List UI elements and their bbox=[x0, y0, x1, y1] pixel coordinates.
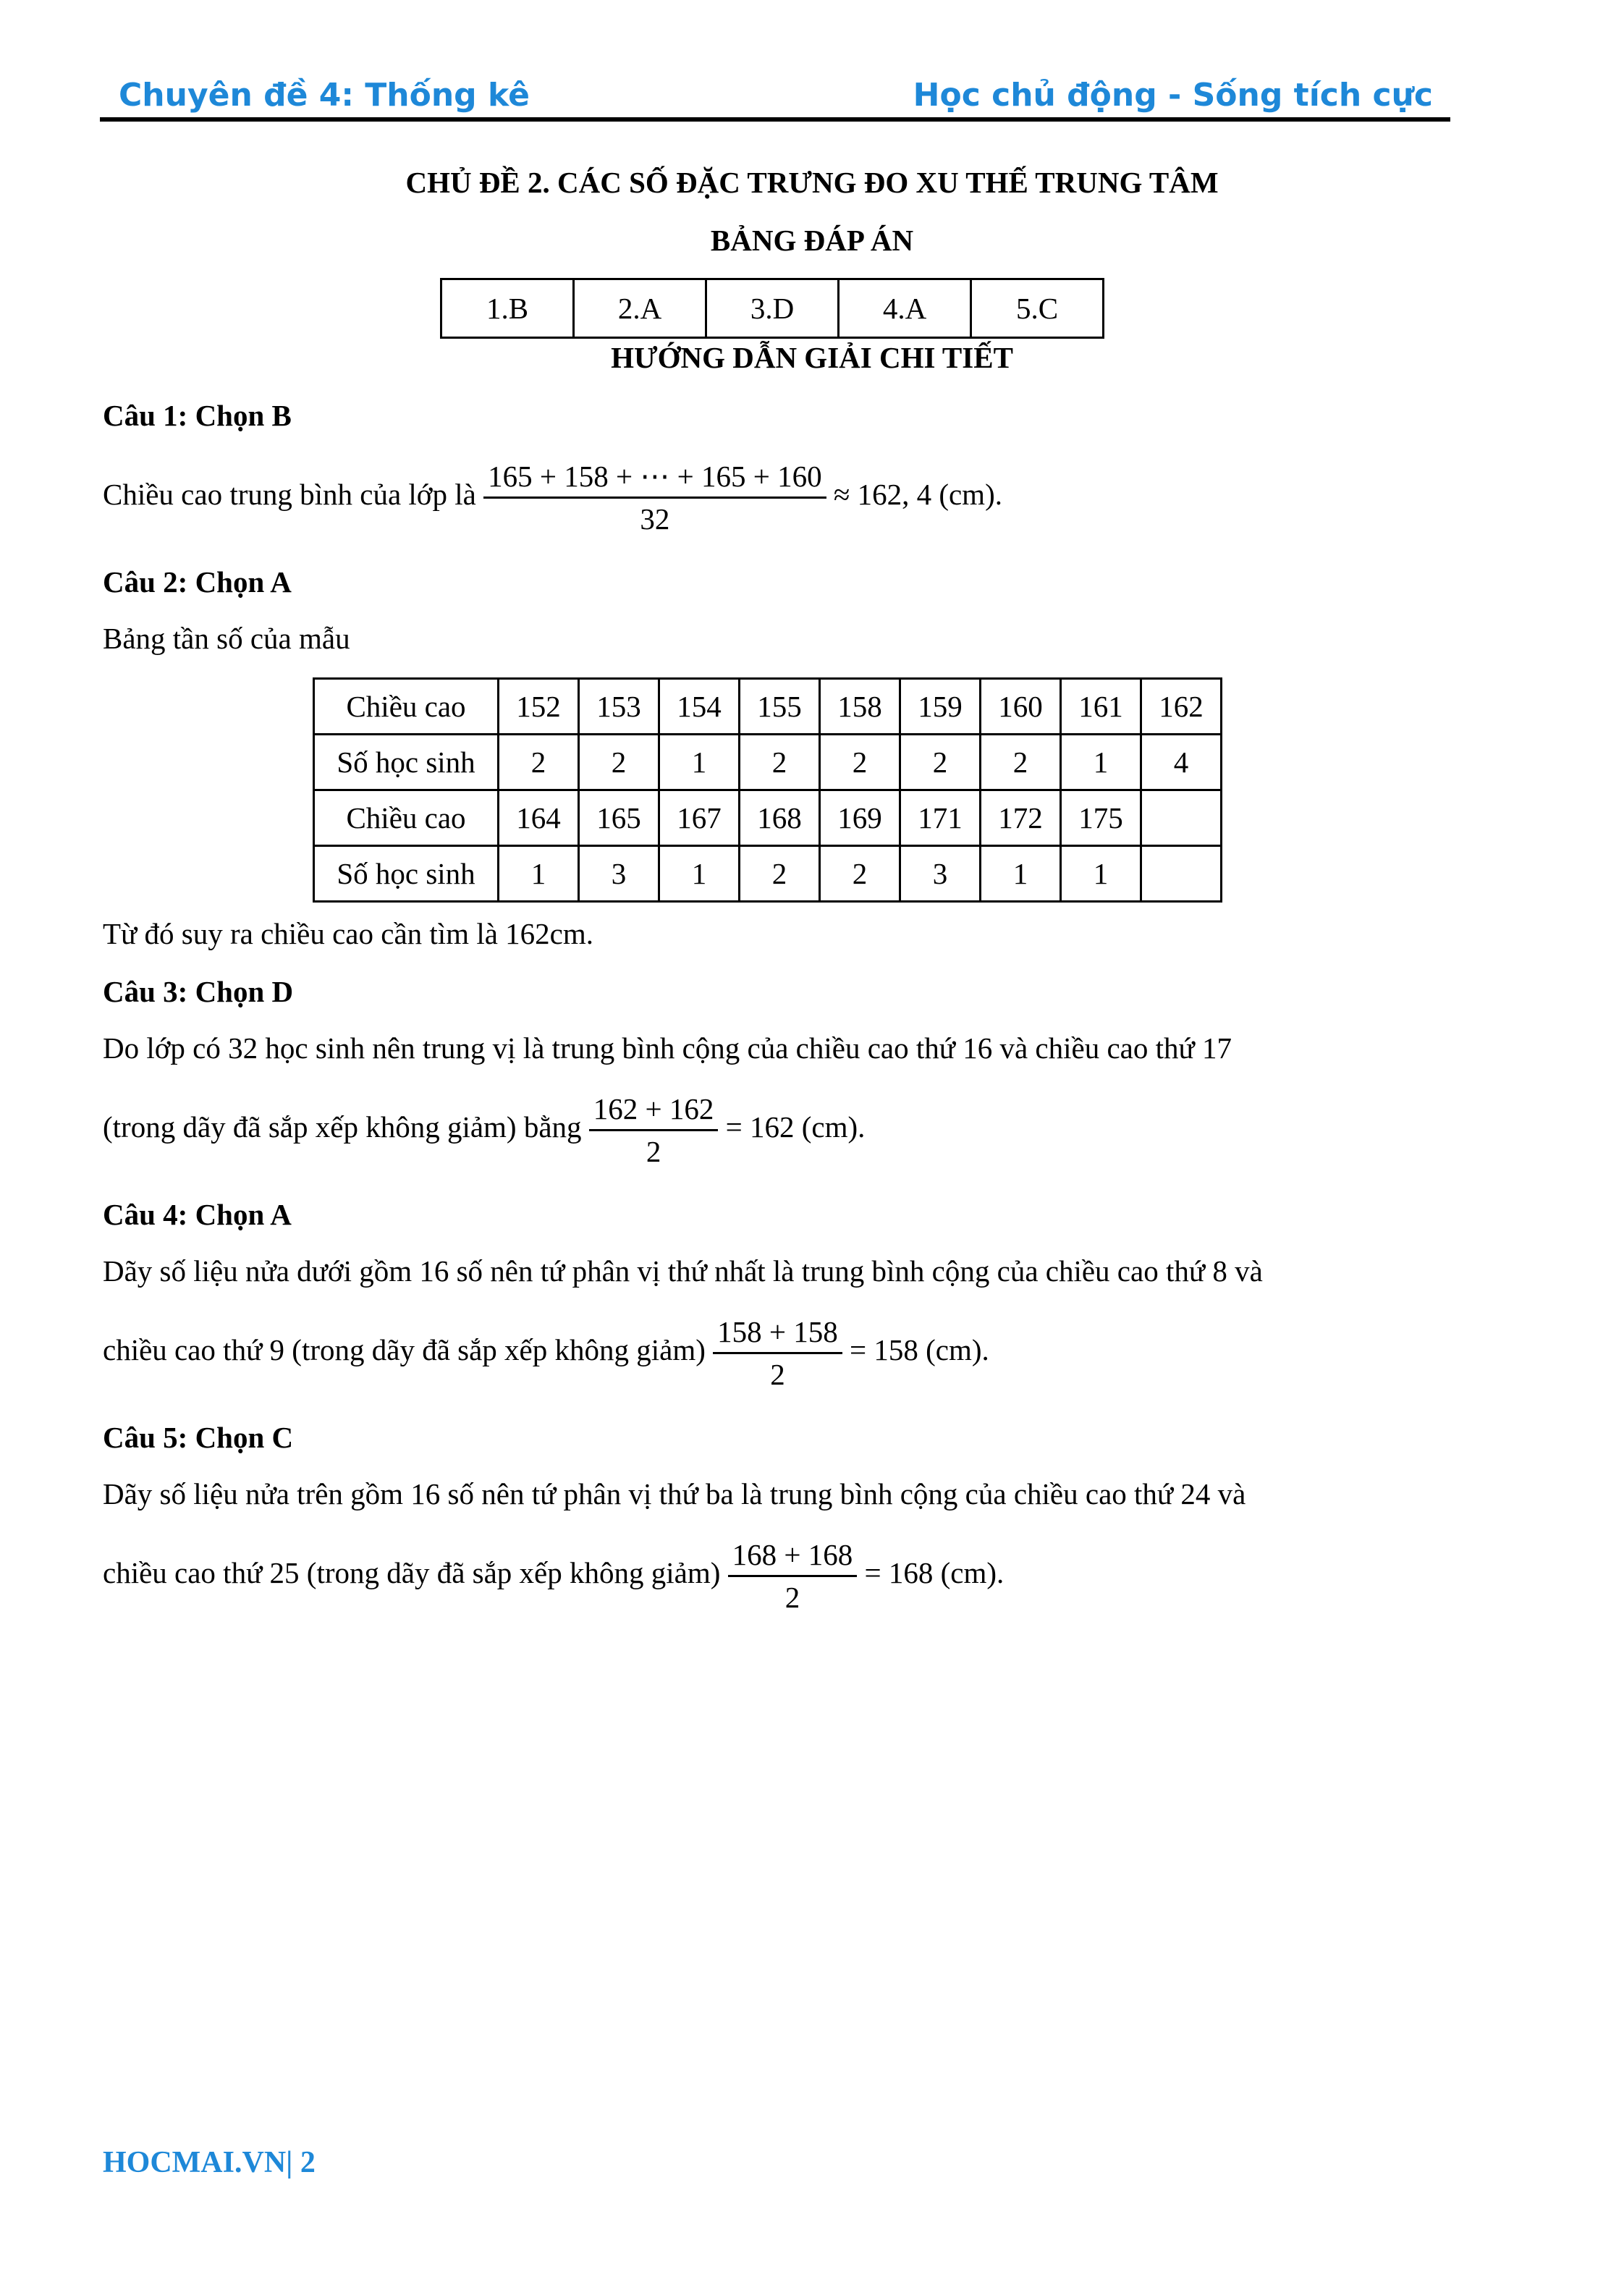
q1-fraction bbox=[483, 456, 826, 539]
q2-conclusion: Từ đó suy ra chiều cao cần tìm là 162cm. bbox=[103, 917, 594, 950]
page-header bbox=[103, 72, 1449, 123]
q4-numerator: 158 + 158 bbox=[713, 1311, 842, 1354]
table-cell: 2 bbox=[579, 735, 659, 790]
q5-denominator: 2 bbox=[784, 1581, 800, 1614]
table-cell: 1 bbox=[1061, 735, 1141, 790]
header-slogan: Học chủ động - Sống tích cực bbox=[913, 77, 1433, 114]
table-cell: 2 bbox=[740, 735, 820, 790]
table-cell: 1 bbox=[659, 735, 740, 790]
q3-line2 bbox=[103, 1089, 865, 1172]
answer-table-title: BẢNG ĐÁP ÁN bbox=[710, 224, 914, 257]
table-cell: 2 bbox=[740, 846, 820, 902]
q5-result: = 168 (cm). bbox=[864, 1555, 1005, 1589]
table-cell: 155 bbox=[740, 679, 820, 735]
table-cell: 3 bbox=[900, 846, 981, 902]
table-cell: 171 bbox=[900, 790, 981, 846]
table-cell: 169 bbox=[820, 790, 900, 846]
q3-line1: Do lớp có 32 học sinh nên trung vị là trung bình cộng của chiều cao thứ 16 và chiều cao thứ 17 bbox=[103, 1031, 1232, 1065]
table-cell: 172 bbox=[981, 790, 1061, 846]
header-divider bbox=[100, 117, 1450, 122]
table-cell: 152 bbox=[499, 679, 579, 735]
table-cell: 161 bbox=[1061, 679, 1141, 735]
q5-text: chiều cao thứ 25 (trong dãy đã sắp xếp không giảm) bbox=[103, 1555, 721, 1589]
table-cell: 1 bbox=[1061, 846, 1141, 902]
table-cell: 2 bbox=[499, 735, 579, 790]
table-cell: 154 bbox=[659, 679, 740, 735]
q5-heading: Câu 5: Chọn C bbox=[103, 1421, 294, 1454]
table-cell: Chiều cao bbox=[314, 679, 499, 735]
table-cell: 2 bbox=[820, 735, 900, 790]
frequency-table bbox=[313, 677, 1222, 903]
table-cell: 1 bbox=[981, 846, 1061, 902]
q5-fraction bbox=[728, 1534, 858, 1618]
q3-result: = 162 (cm). bbox=[725, 1110, 866, 1144]
table-cell: 168 bbox=[740, 790, 820, 846]
q1-text: Chiều cao trung bình của lớp là bbox=[103, 477, 476, 511]
table-cell: 1 bbox=[499, 846, 579, 902]
table-cell: 4 bbox=[1141, 735, 1222, 790]
answer-cell: 5.C bbox=[971, 279, 1104, 338]
table-row bbox=[314, 679, 1222, 735]
q4-line1: Dãy số liệu nửa dưới gồm 16 số nên tứ phân vị thứ nhất là trung bình cộng của chiều cao thứ 8 và bbox=[103, 1254, 1263, 1288]
q3-fraction bbox=[589, 1089, 719, 1172]
q3-heading: Câu 3: Chọn D bbox=[103, 975, 294, 1008]
table-row bbox=[314, 735, 1222, 790]
detail-title: HƯỚNG DẪN GIẢI CHI TIẾT bbox=[611, 341, 1013, 374]
page-title: CHỦ ĐỀ 2. CÁC SỐ ĐẶC TRƯNG ĐO XU THẾ TRUNG TÂM bbox=[405, 166, 1219, 199]
q3-text: (trong dãy đã sắp xếp không giảm) bằng bbox=[103, 1110, 582, 1144]
q3-numerator: 162 + 162 bbox=[589, 1089, 719, 1131]
q4-text: chiều cao thứ 9 (trong dãy đã sắp xếp không giảm) bbox=[103, 1332, 706, 1366]
table-cell: 165 bbox=[579, 790, 659, 846]
table-cell: 158 bbox=[820, 679, 900, 735]
table-cell: 3 bbox=[579, 846, 659, 902]
q1-heading: Câu 1: Chọn B bbox=[103, 399, 292, 432]
q4-line2 bbox=[103, 1311, 989, 1395]
q1-numerator: 165 + 158 + ⋯ + 165 + 160 bbox=[483, 456, 826, 499]
q5-line1: Dãy số liệu nửa trên gồm 16 số nên tứ phân vị thứ ba là trung bình cộng của chiều cao thứ 24 và bbox=[103, 1477, 1246, 1510]
table-row bbox=[314, 846, 1222, 902]
header-topic: Chuyên đề 4: Thống kê bbox=[119, 77, 530, 114]
table-cell: 2 bbox=[900, 735, 981, 790]
table-cell: 160 bbox=[981, 679, 1061, 735]
answer-cell: 3.D bbox=[706, 279, 839, 338]
table-cell: Số học sinh bbox=[314, 735, 499, 790]
q4-fraction bbox=[713, 1311, 842, 1395]
answer-table bbox=[440, 278, 1104, 339]
table-cell: 162 bbox=[1141, 679, 1222, 735]
answer-cell: 1.B bbox=[441, 279, 574, 338]
table-cell: 164 bbox=[499, 790, 579, 846]
q1-result: ≈ 162, 4 (cm). bbox=[833, 477, 1002, 511]
page-footer: HOCMAI.VN| 2 bbox=[103, 2146, 316, 2179]
q2-intro: Bảng tần số của mẫu bbox=[103, 622, 350, 655]
q2-heading: Câu 2: Chọn A bbox=[103, 565, 292, 599]
table-cell: 167 bbox=[659, 790, 740, 846]
table-cell bbox=[1141, 846, 1222, 902]
q4-denominator: 2 bbox=[770, 1358, 785, 1391]
answer-cell: 2.A bbox=[574, 279, 706, 338]
table-cell: 2 bbox=[820, 846, 900, 902]
q3-denominator: 2 bbox=[646, 1135, 661, 1168]
table-cell: 2 bbox=[981, 735, 1061, 790]
table-cell: Số học sinh bbox=[314, 846, 499, 902]
q5-numerator: 168 + 168 bbox=[728, 1534, 858, 1577]
table-cell: 153 bbox=[579, 679, 659, 735]
q1-denominator: 32 bbox=[640, 502, 670, 536]
q1-body bbox=[103, 456, 1002, 539]
q4-result: = 158 (cm). bbox=[850, 1332, 989, 1366]
table-cell: Chiều cao bbox=[314, 790, 499, 846]
table-cell: 1 bbox=[659, 846, 740, 902]
table-cell: 159 bbox=[900, 679, 981, 735]
q5-line2 bbox=[103, 1534, 1004, 1618]
answer-cell: 4.A bbox=[839, 279, 971, 338]
q4-heading: Câu 4: Chọn A bbox=[103, 1198, 292, 1231]
table-cell bbox=[1141, 790, 1222, 846]
table-row bbox=[314, 790, 1222, 846]
table-cell: 175 bbox=[1061, 790, 1141, 846]
